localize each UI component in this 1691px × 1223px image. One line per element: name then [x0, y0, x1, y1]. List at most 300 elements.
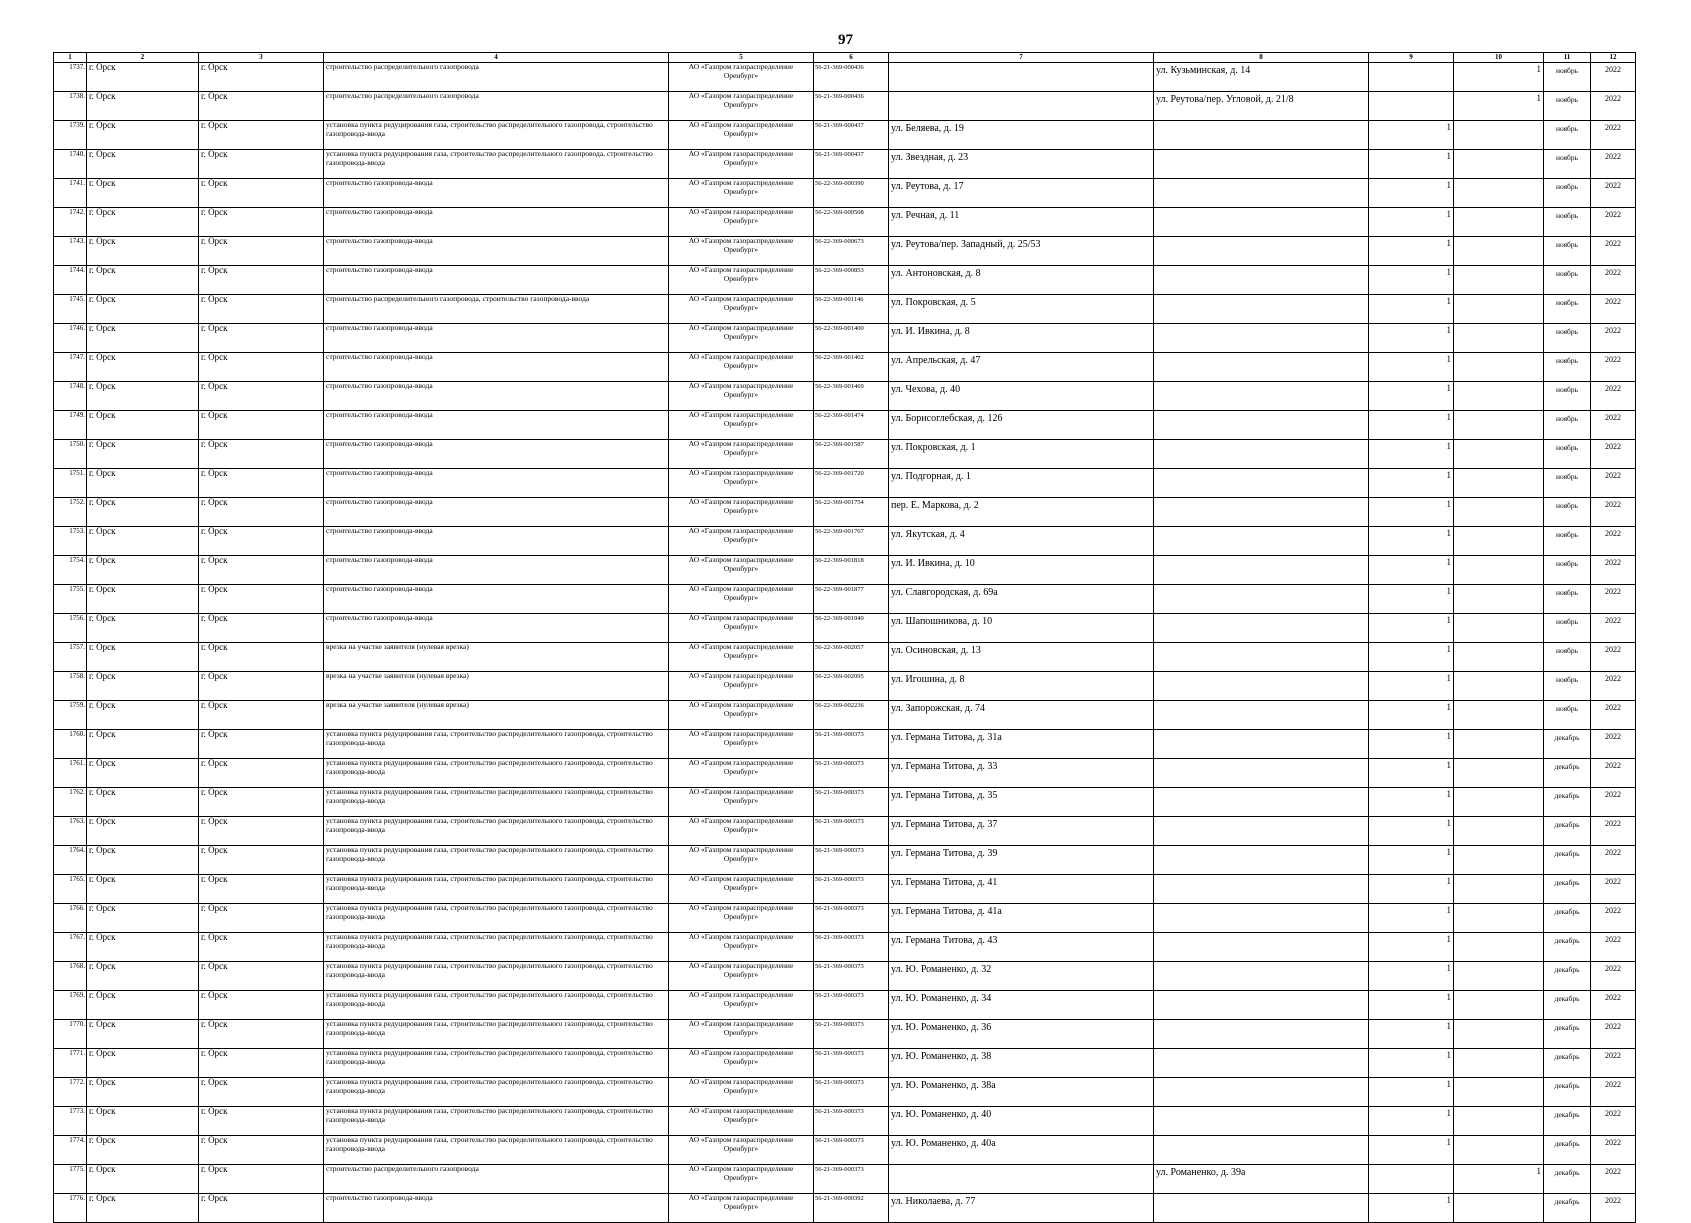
address-network-cell — [1154, 237, 1369, 266]
completion-month-cell: ноябрь — [1544, 150, 1591, 179]
municipality-cell: г. Орск — [87, 585, 199, 614]
work-description-cell: строительство распределительного газопровода, строительство газопровода-ввода — [324, 295, 669, 324]
completion-month-cell: ноябрь — [1544, 208, 1591, 237]
completion-year-cell: 2022 — [1591, 295, 1636, 324]
address-household-cell: ул. Звездная, д. 23 — [889, 150, 1154, 179]
work-description-cell: установка пункта редуцирования газа, строительство распределительного газопровода, строительство газопровода-ввода — [324, 846, 669, 875]
row-number-cell: 1766. — [54, 904, 87, 933]
work-description-cell: установка пункта редуцирования газа, строительство распределительного газопровода, строительство газопровода-ввода — [324, 759, 669, 788]
completion-year-cell: 2022 — [1591, 266, 1636, 295]
completion-month-cell: декабрь — [1544, 817, 1591, 846]
address-network-cell — [1154, 759, 1369, 788]
work-description-cell: установка пункта редуцирования газа, строительство распределительного газопровода, строительство газопровода-ввода — [324, 904, 669, 933]
organization-cell: АО «Газпром газораспределение Оренбург» — [669, 353, 814, 382]
table-row — [54, 556, 1636, 585]
completion-year-cell: 2022 — [1591, 614, 1636, 643]
completion-year-cell: 2022 — [1591, 817, 1636, 846]
settlement-cell: г. Орск — [199, 179, 324, 208]
count-households-cell: 1 — [1369, 817, 1454, 846]
table-row — [54, 846, 1636, 875]
organization-cell: АО «Газпром газораспределение Оренбург» — [669, 788, 814, 817]
completion-year-cell: 2022 — [1591, 643, 1636, 672]
address-household-cell: ул. Покровская, д. 5 — [889, 295, 1154, 324]
row-number-cell: 1759. — [54, 701, 87, 730]
completion-month-cell: ноябрь — [1544, 440, 1591, 469]
count-households-cell — [1369, 92, 1454, 121]
table-row — [54, 382, 1636, 411]
table-row — [54, 1136, 1636, 1165]
organization-cell: АО «Газпром газораспределение Оренбург» — [669, 1136, 814, 1165]
table-row — [54, 353, 1636, 382]
municipality-cell: г. Орск — [87, 556, 199, 585]
count-households-cell: 1 — [1369, 962, 1454, 991]
address-household-cell: ул. Реутова, д. 17 — [889, 179, 1154, 208]
settlement-cell: г. Орск — [199, 353, 324, 382]
municipality-cell: г. Орск — [87, 1020, 199, 1049]
work-description-cell: врезка на участке заявителя (нулевая врезка) — [324, 643, 669, 672]
work-description-cell: строительство газопровода-ввода — [324, 353, 669, 382]
municipality-cell: г. Орск — [87, 846, 199, 875]
table-row — [54, 469, 1636, 498]
count-households-cell: 1 — [1369, 266, 1454, 295]
program-code-cell: 56-21-369-000373 — [814, 730, 889, 759]
column-number-row — [54, 53, 1636, 63]
program-code-cell: 56-22-369-000508 — [814, 208, 889, 237]
organization-cell: АО «Газпром газораспределение Оренбург» — [669, 121, 814, 150]
address-network-cell: ул. Романенко, д. 39а — [1154, 1165, 1369, 1194]
table-row — [54, 440, 1636, 469]
settlement-cell: г. Орск — [199, 1165, 324, 1194]
address-network-cell — [1154, 324, 1369, 353]
completion-month-cell: ноябрь — [1544, 585, 1591, 614]
row-number-cell: 1774. — [54, 1136, 87, 1165]
table-row — [54, 150, 1636, 179]
completion-year-cell: 2022 — [1591, 730, 1636, 759]
municipality-cell: г. Орск — [87, 295, 199, 324]
completion-year-cell: 2022 — [1591, 1049, 1636, 1078]
column-header: 9 — [1369, 53, 1454, 63]
column-header: 10 — [1454, 53, 1544, 63]
municipality-cell: г. Орск — [87, 63, 199, 92]
organization-cell: АО «Газпром газораспределение Оренбург» — [669, 382, 814, 411]
count-households-cell: 1 — [1369, 730, 1454, 759]
completion-year-cell: 2022 — [1591, 904, 1636, 933]
row-number-cell: 1753. — [54, 527, 87, 556]
count-households-cell: 1 — [1369, 150, 1454, 179]
count-network-cell — [1454, 1194, 1544, 1223]
program-code-cell: 56-22-369-001720 — [814, 469, 889, 498]
municipality-cell: г. Орск — [87, 1136, 199, 1165]
address-household-cell: ул. Германа Титова, д. 39 — [889, 846, 1154, 875]
municipality-cell: г. Орск — [87, 1165, 199, 1194]
column-header: 4 — [324, 53, 669, 63]
program-code-cell: 56-21-369-000373 — [814, 904, 889, 933]
work-description-cell: установка пункта редуцирования газа, строительство распределительного газопровода, строительство газопровода-ввода — [324, 1136, 669, 1165]
municipality-cell: г. Орск — [87, 730, 199, 759]
program-code-cell: 56-21-369-000373 — [814, 1165, 889, 1194]
count-network-cell — [1454, 411, 1544, 440]
address-network-cell — [1154, 817, 1369, 846]
organization-cell: АО «Газпром газораспределение Оренбург» — [669, 324, 814, 353]
column-header: 11 — [1544, 53, 1591, 63]
row-number-cell: 1746. — [54, 324, 87, 353]
work-description-cell: строительство газопровода-ввода — [324, 1194, 669, 1223]
address-household-cell: ул. Ю. Романенко, д. 38а — [889, 1078, 1154, 1107]
column-header: 5 — [669, 53, 814, 63]
municipality-cell: г. Орск — [87, 237, 199, 266]
program-code-cell: 56-22-369-001754 — [814, 498, 889, 527]
program-code-cell: 56-21-369-000373 — [814, 962, 889, 991]
completion-month-cell: декабрь — [1544, 991, 1591, 1020]
count-households-cell: 1 — [1369, 498, 1454, 527]
settlement-cell: г. Орск — [199, 295, 324, 324]
address-household-cell: ул. Антоновская, д. 8 — [889, 266, 1154, 295]
completion-month-cell: ноябрь — [1544, 614, 1591, 643]
completion-month-cell: ноябрь — [1544, 672, 1591, 701]
count-network-cell — [1454, 701, 1544, 730]
settlement-cell: г. Орск — [199, 788, 324, 817]
address-household-cell: ул. Ю. Романенко, д. 36 — [889, 1020, 1154, 1049]
municipality-cell: г. Орск — [87, 614, 199, 643]
settlement-cell: г. Орск — [199, 382, 324, 411]
address-household-cell: ул. Якутская, д. 4 — [889, 527, 1154, 556]
table-row — [54, 817, 1636, 846]
work-description-cell: строительство распределительного газопровода — [324, 63, 669, 92]
program-code-cell: 56-21-369-000373 — [814, 991, 889, 1020]
completion-year-cell: 2022 — [1591, 498, 1636, 527]
count-network-cell — [1454, 1020, 1544, 1049]
row-number-cell: 1773. — [54, 1107, 87, 1136]
settlement-cell: г. Орск — [199, 701, 324, 730]
work-description-cell: установка пункта редуцирования газа, строительство распределительного газопровода, строительство газопровода-ввода — [324, 730, 669, 759]
table-row — [54, 875, 1636, 904]
table-row — [54, 643, 1636, 672]
address-network-cell — [1154, 1194, 1369, 1223]
address-network-cell — [1154, 411, 1369, 440]
completion-month-cell: ноябрь — [1544, 92, 1591, 121]
address-network-cell — [1154, 846, 1369, 875]
count-network-cell — [1454, 556, 1544, 585]
program-code-cell: 56-22-369-001587 — [814, 440, 889, 469]
count-households-cell: 1 — [1369, 1078, 1454, 1107]
table-row — [54, 266, 1636, 295]
address-household-cell: ул. Ю. Романенко, д. 40а — [889, 1136, 1154, 1165]
row-number-cell: 1769. — [54, 991, 87, 1020]
count-network-cell — [1454, 1049, 1544, 1078]
count-households-cell: 1 — [1369, 846, 1454, 875]
count-network-cell — [1454, 295, 1544, 324]
address-network-cell — [1154, 614, 1369, 643]
work-description-cell: строительство газопровода-ввода — [324, 411, 669, 440]
completion-year-cell: 2022 — [1591, 1078, 1636, 1107]
program-code-cell: 56-21-369-000373 — [814, 1107, 889, 1136]
count-households-cell: 1 — [1369, 585, 1454, 614]
completion-month-cell: декабрь — [1544, 1049, 1591, 1078]
work-description-cell: установка пункта редуцирования газа, строительство распределительного газопровода, строительство газопровода-ввода — [324, 817, 669, 846]
table-body — [54, 63, 1636, 1223]
settlement-cell: г. Орск — [199, 63, 324, 92]
address-household-cell: ул. Ю. Романенко, д. 34 — [889, 991, 1154, 1020]
organization-cell: АО «Газпром газораспределение Оренбург» — [669, 1078, 814, 1107]
completion-month-cell: декабрь — [1544, 1136, 1591, 1165]
settlement-cell: г. Орск — [199, 411, 324, 440]
row-number-cell: 1755. — [54, 585, 87, 614]
settlement-cell: г. Орск — [199, 585, 324, 614]
address-network-cell — [1154, 904, 1369, 933]
program-code-cell: 56-22-369-001400 — [814, 324, 889, 353]
count-households-cell: 1 — [1369, 701, 1454, 730]
program-code-cell: 56-21-369-000373 — [814, 1020, 889, 1049]
address-network-cell — [1154, 498, 1369, 527]
count-households-cell: 1 — [1369, 121, 1454, 150]
program-code-cell: 56-21-369-000373 — [814, 875, 889, 904]
work-description-cell: установка пункта редуцирования газа, строительство распределительного газопровода, строительство газопровода-ввода — [324, 962, 669, 991]
municipality-cell: г. Орск — [87, 353, 199, 382]
table-row — [54, 411, 1636, 440]
count-households-cell: 1 — [1369, 759, 1454, 788]
address-household-cell: ул. Ю. Романенко, д. 32 — [889, 962, 1154, 991]
completion-month-cell: ноябрь — [1544, 469, 1591, 498]
address-household-cell: ул. Осиновская, д. 13 — [889, 643, 1154, 672]
municipality-cell: г. Орск — [87, 150, 199, 179]
settlement-cell: г. Орск — [199, 469, 324, 498]
table-row — [54, 1165, 1636, 1194]
row-number-cell: 1748. — [54, 382, 87, 411]
count-network-cell — [1454, 933, 1544, 962]
completion-month-cell: ноябрь — [1544, 701, 1591, 730]
organization-cell: АО «Газпром газораспределение Оренбург» — [669, 469, 814, 498]
completion-month-cell: ноябрь — [1544, 643, 1591, 672]
work-description-cell: строительство газопровода-ввода — [324, 614, 669, 643]
row-number-cell: 1776. — [54, 1194, 87, 1223]
count-households-cell: 1 — [1369, 411, 1454, 440]
municipality-cell: г. Орск — [87, 788, 199, 817]
count-households-cell: 1 — [1369, 237, 1454, 266]
address-network-cell — [1154, 1136, 1369, 1165]
table-row — [54, 1078, 1636, 1107]
work-description-cell: строительство газопровода-ввода — [324, 324, 669, 353]
address-network-cell — [1154, 1049, 1369, 1078]
municipality-cell: г. Орск — [87, 1049, 199, 1078]
completion-month-cell: декабрь — [1544, 933, 1591, 962]
count-network-cell — [1454, 614, 1544, 643]
program-code-cell: 56-22-369-002236 — [814, 701, 889, 730]
address-network-cell — [1154, 353, 1369, 382]
settlement-cell: г. Орск — [199, 614, 324, 643]
row-number-cell: 1764. — [54, 846, 87, 875]
table-row — [54, 614, 1636, 643]
settlement-cell: г. Орск — [199, 1049, 324, 1078]
address-household-cell: ул. Германа Титова, д. 31а — [889, 730, 1154, 759]
count-households-cell — [1369, 63, 1454, 92]
completion-year-cell: 2022 — [1591, 585, 1636, 614]
municipality-cell: г. Орск — [87, 904, 199, 933]
work-description-cell: установка пункта редуцирования газа, строительство распределительного газопровода, строительство газопровода-ввода — [324, 1020, 669, 1049]
address-household-cell: ул. Германа Титова, д. 33 — [889, 759, 1154, 788]
row-number-cell: 1770. — [54, 1020, 87, 1049]
address-household-cell: ул. Германа Титова, д. 41 — [889, 875, 1154, 904]
count-network-cell — [1454, 672, 1544, 701]
count-households-cell: 1 — [1369, 643, 1454, 672]
count-households-cell: 1 — [1369, 904, 1454, 933]
address-household-cell: ул. Апрельская, д. 47 — [889, 353, 1154, 382]
table-row — [54, 121, 1636, 150]
completion-year-cell: 2022 — [1591, 672, 1636, 701]
completion-year-cell: 2022 — [1591, 150, 1636, 179]
work-description-cell: установка пункта редуцирования газа, строительство распределительного газопровода, строительство газопровода-ввода — [324, 933, 669, 962]
address-household-cell: ул. И. Ивкина, д. 10 — [889, 556, 1154, 585]
organization-cell: АО «Газпром газораспределение Оренбург» — [669, 962, 814, 991]
address-household-cell: ул. Чехова, д. 40 — [889, 382, 1154, 411]
count-network-cell — [1454, 527, 1544, 556]
row-number-cell: 1772. — [54, 1078, 87, 1107]
address-network-cell — [1154, 933, 1369, 962]
work-description-cell: установка пункта редуцирования газа, строительство распределительного газопровода, строительство газопровода-ввода — [324, 1049, 669, 1078]
program-code-cell: 56-22-369-001469 — [814, 382, 889, 411]
completion-month-cell: декабрь — [1544, 875, 1591, 904]
row-number-cell: 1760. — [54, 730, 87, 759]
table-row — [54, 962, 1636, 991]
organization-cell: АО «Газпром газораспределение Оренбург» — [669, 991, 814, 1020]
organization-cell: АО «Газпром газораспределение Оренбург» — [669, 179, 814, 208]
row-number-cell: 1749. — [54, 411, 87, 440]
count-network-cell — [1454, 643, 1544, 672]
row-number-cell: 1747. — [54, 353, 87, 382]
completion-year-cell: 2022 — [1591, 875, 1636, 904]
organization-cell: АО «Газпром газораспределение Оренбург» — [669, 672, 814, 701]
row-number-cell: 1754. — [54, 556, 87, 585]
work-description-cell: врезка на участке заявителя (нулевая врезка) — [324, 701, 669, 730]
count-network-cell — [1454, 121, 1544, 150]
completion-year-cell: 2022 — [1591, 324, 1636, 353]
row-number-cell: 1757. — [54, 643, 87, 672]
address-network-cell — [1154, 991, 1369, 1020]
address-household-cell — [889, 92, 1154, 121]
organization-cell: АО «Газпром газораспределение Оренбург» — [669, 730, 814, 759]
work-description-cell: установка пункта редуцирования газа, строительство распределительного газопровода, строительство газопровода-ввода — [324, 1107, 669, 1136]
program-code-cell: 56-22-369-000853 — [814, 266, 889, 295]
column-header: 12 — [1591, 53, 1636, 63]
completion-month-cell: ноябрь — [1544, 237, 1591, 266]
address-network-cell — [1154, 527, 1369, 556]
municipality-cell: г. Орск — [87, 672, 199, 701]
settlement-cell: г. Орск — [199, 208, 324, 237]
completion-month-cell: декабрь — [1544, 962, 1591, 991]
address-network-cell — [1154, 150, 1369, 179]
address-household-cell: пер. Е. Маркова, д. 2 — [889, 498, 1154, 527]
settlement-cell: г. Орск — [199, 150, 324, 179]
program-code-cell: 56-21-369-000373 — [814, 1078, 889, 1107]
table-row — [54, 179, 1636, 208]
row-number-cell: 1751. — [54, 469, 87, 498]
row-number-cell: 1742. — [54, 208, 87, 237]
completion-month-cell: ноябрь — [1544, 411, 1591, 440]
table-row — [54, 904, 1636, 933]
completion-month-cell: ноябрь — [1544, 556, 1591, 585]
column-header: 2 — [87, 53, 199, 63]
completion-month-cell: ноябрь — [1544, 324, 1591, 353]
settlement-cell: г. Орск — [199, 324, 324, 353]
count-network-cell — [1454, 1078, 1544, 1107]
count-households-cell: 1 — [1369, 672, 1454, 701]
completion-month-cell: декабрь — [1544, 759, 1591, 788]
row-number-cell: 1750. — [54, 440, 87, 469]
organization-cell: АО «Газпром газораспределение Оренбург» — [669, 63, 814, 92]
row-number-cell: 1740. — [54, 150, 87, 179]
address-network-cell — [1154, 875, 1369, 904]
municipality-cell: г. Орск — [87, 759, 199, 788]
address-network-cell: ул. Реутова/пер. Угловой, д. 21/8 — [1154, 92, 1369, 121]
program-code-cell: 56-22-369-001402 — [814, 353, 889, 382]
program-code-cell: 56-21-369-000373 — [814, 933, 889, 962]
count-network-cell — [1454, 904, 1544, 933]
row-number-cell: 1744. — [54, 266, 87, 295]
work-description-cell: строительство газопровода-ввода — [324, 440, 669, 469]
count-network-cell — [1454, 324, 1544, 353]
settlement-cell: г. Орск — [199, 962, 324, 991]
count-households-cell: 1 — [1369, 556, 1454, 585]
work-description-cell: строительство газопровода-ввода — [324, 469, 669, 498]
address-household-cell: ул. Беляева, д. 19 — [889, 121, 1154, 150]
settlement-cell: г. Орск — [199, 556, 324, 585]
count-households-cell: 1 — [1369, 933, 1454, 962]
program-code-cell: 56-22-369-000390 — [814, 179, 889, 208]
address-network-cell — [1154, 1020, 1369, 1049]
row-number-cell: 1758. — [54, 672, 87, 701]
count-households-cell: 1 — [1369, 382, 1454, 411]
settlement-cell: г. Орск — [199, 1136, 324, 1165]
organization-cell: АО «Газпром газораспределение Оренбург» — [669, 1020, 814, 1049]
address-household-cell: ул. Покровская, д. 1 — [889, 440, 1154, 469]
organization-cell: АО «Газпром газораспределение Оренбург» — [669, 614, 814, 643]
program-code-cell: 56-22-369-002095 — [814, 672, 889, 701]
organization-cell: АО «Газпром газораспределение Оренбург» — [669, 1165, 814, 1194]
count-households-cell: 1 — [1369, 788, 1454, 817]
program-code-cell: 56-22-369-002057 — [814, 643, 889, 672]
address-household-cell: ул. Германа Титова, д. 35 — [889, 788, 1154, 817]
organization-cell: АО «Газпром газораспределение Оренбург» — [669, 817, 814, 846]
count-network-cell: 1 — [1454, 92, 1544, 121]
address-network-cell — [1154, 962, 1369, 991]
municipality-cell: г. Орск — [87, 701, 199, 730]
completion-month-cell: ноябрь — [1544, 121, 1591, 150]
completion-month-cell: декабрь — [1544, 730, 1591, 759]
settlement-cell: г. Орск — [199, 904, 324, 933]
completion-year-cell: 2022 — [1591, 63, 1636, 92]
settlement-cell: г. Орск — [199, 759, 324, 788]
settlement-cell: г. Орск — [199, 817, 324, 846]
address-network-cell — [1154, 730, 1369, 759]
municipality-cell: г. Орск — [87, 266, 199, 295]
completion-year-cell: 2022 — [1591, 1020, 1636, 1049]
work-description-cell: строительство газопровода-ввода — [324, 527, 669, 556]
settlement-cell: г. Орск — [199, 933, 324, 962]
table-row — [54, 295, 1636, 324]
count-households-cell: 1 — [1369, 440, 1454, 469]
table-row — [54, 92, 1636, 121]
organization-cell: АО «Газпром газораспределение Оренбург» — [669, 846, 814, 875]
organization-cell: АО «Газпром газораспределение Оренбург» — [669, 1107, 814, 1136]
column-header: 1 — [54, 53, 87, 63]
address-network-cell — [1154, 1078, 1369, 1107]
program-code-cell: 56-22-369-001474 — [814, 411, 889, 440]
table-row — [54, 672, 1636, 701]
count-households-cell: 1 — [1369, 875, 1454, 904]
program-code-cell: 56-21-369-000436 — [814, 63, 889, 92]
address-household-cell: ул. Николаева, д. 77 — [889, 1194, 1154, 1223]
work-description-cell: установка пункта редуцирования газа, строительство распределительного газопровода, строительство газопровода-ввода — [324, 1078, 669, 1107]
work-description-cell: врезка на участке заявителя (нулевая врезка) — [324, 672, 669, 701]
